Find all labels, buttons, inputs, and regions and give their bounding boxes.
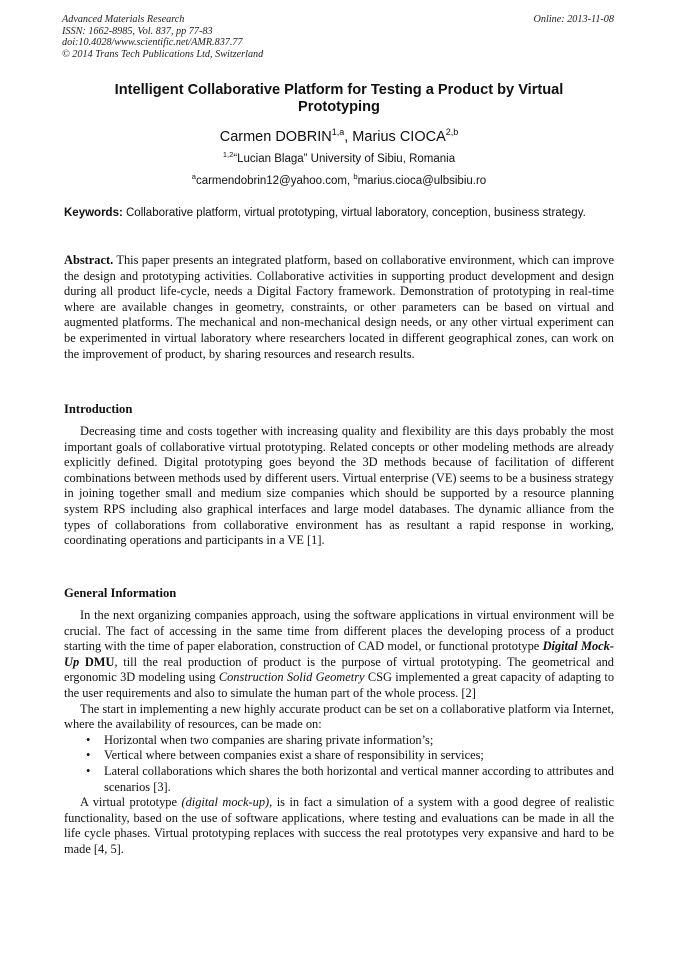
general-paragraph-2: The start in implementing a new highly accurate product can be set on a collaborative platform via Internet, where the availability of resources, can be made on:: [64, 701, 614, 732]
list-item-text: Lateral collaborations which shares the both horizontal and vertical manner according to attributes and scenarios [3].: [104, 763, 614, 794]
abstract: [64, 253, 614, 362]
list-item-text: Horizontal when two companies are sharing private information’s;: [104, 732, 434, 747]
csg-term: Construction Solid Geometry: [218, 670, 365, 685]
abstract-text: This paper presents an integrated platform, based on collaborative environment, which can improve the design and prototyping activities. Collaborative activities in supporting product development and design during all product life-cycle, needs a Digital Factory framework. Demonstration of prototyping in real-time where are available changes in geometry, constraints, or other parameters can be based on virtual and augmented platforms. The mechanical and non-mechanical design needs, or any other virtual experiment can be experimented in virtual laboratory where researchers located in different geographical zones, can work on the improvement of product, by sharing resources and research results.: [64, 253, 614, 361]
dmu-abbrev: DMU: [79, 654, 115, 669]
online-date: Online: 2013-11-08: [533, 14, 614, 25]
author-2-affil-mark: 2,b: [445, 127, 459, 137]
email-a[interactable]: carmendobrin12@yahoo.com,: [195, 174, 354, 187]
general-paragraph-3: [64, 795, 614, 857]
keywords-text: Collaborative platform, virtual prototyping, virtual laboratory, conception, business strategy.: [122, 207, 586, 219]
author-1-affil-mark: 1,a: [331, 127, 345, 137]
general-p1-text-c: CSG implemented a great capacity of adapting to the user requirements and also to simulate the human part of the whole process. [2]: [64, 670, 615, 700]
general-paragraph-1: [64, 608, 614, 702]
digital-mockup-term: (digital mock-up),: [181, 795, 273, 810]
email-a-mark: a: [191, 172, 196, 181]
general-p1-text-a: In the next organizing companies approach, using the software applications in virtual environment will be crucial. The fact of accessing in the same time from different places the developing process of a product starting with the time of paper elaboration, construction of CAD model, or functional prototype: [64, 608, 614, 654]
general-information-section: [64, 608, 614, 858]
list-item-text: Vertical where between companies exist a share of responsibility in services;: [104, 748, 484, 763]
journal-header: [62, 14, 263, 60]
author-2: Marius CIOCA: [352, 128, 446, 145]
author-emails: [64, 170, 614, 188]
journal-name: Advanced Materials Research: [62, 14, 185, 25]
author-line: [64, 122, 614, 147]
abstract-label: Abstract.: [64, 253, 114, 267]
affiliation-text: “Lucian Blaga” University of Sibiu, Romania: [233, 152, 456, 165]
keywords-label: Keywords:: [64, 207, 123, 219]
author-separator: ,: [344, 128, 353, 145]
list-item: [64, 733, 614, 749]
section-heading-general-information: General Information: [64, 586, 177, 600]
journal-issn: ISSN: 1662-8985, Vol. 837, pp 77-83: [62, 25, 213, 37]
introduction-paragraph: Decreasing time and costs together with increasing quality and flexibility are this days probably the most important goals of collaborative virtual prototyping. Related concepts or other modeling methods are already explicitly defined. Digital prototyping goes beyond the 3D methods because of facilitation of different combinations between methods used by different users. Virtual enterprise (VE) seems to be a business strategy in joining together small and medium size companies which should be supported by a resource planning system RPS including also graphical interfaces and large model databases. The dynamic alliance from the types of collaborations from collaborative environment has as resultant a rapid response in working, coordinating operations and participants in a VE [1].: [64, 424, 614, 548]
bullet-icon: •: [86, 732, 91, 747]
author-1: Carmen DOBRIN: [219, 128, 332, 145]
list-item: [64, 748, 614, 764]
general-p3-text-b: is in fact a simulation of a system with a good degree of realistic functionality, based on the use of software applications, where testing and evaluations can be made in all the life cycle phases. Virtual prototyping replaces with success the real prototypes very expansive and hard to be made [4, 5].: [64, 795, 614, 856]
affiliation-mark: 1,2: [222, 150, 234, 159]
bullet-icon: •: [86, 748, 91, 763]
bullet-icon: •: [86, 763, 91, 778]
affiliation: [64, 148, 614, 166]
section-heading-introduction: Introduction: [64, 402, 133, 416]
general-p3-text-a: A virtual prototype: [80, 795, 182, 810]
general-p1-text-b: , till the real production of product is the purpose of virtual prototyping. The geometrical and ergonomic 3D modeling using: [64, 654, 614, 685]
email-b-mark: b: [353, 172, 358, 181]
introduction-section: [64, 424, 614, 549]
journal-copyright: © 2014 Trans Tech Publications Ltd, Switzerland: [62, 48, 264, 60]
journal-doi[interactable]: doi:10.4028/www.scientific.net/AMR.837.77: [62, 37, 243, 49]
keywords: [64, 206, 614, 221]
dmu-term: Digital Mock-Up: [64, 639, 614, 669]
collaboration-types-list: [64, 733, 614, 795]
email-b[interactable]: marius.cioca@ulbsibiu.ro: [357, 174, 487, 187]
list-item: [64, 764, 614, 795]
paper-title: Intelligent Collaborative Platform for Testing a Product by Virtual Prototyping: [114, 82, 564, 115]
